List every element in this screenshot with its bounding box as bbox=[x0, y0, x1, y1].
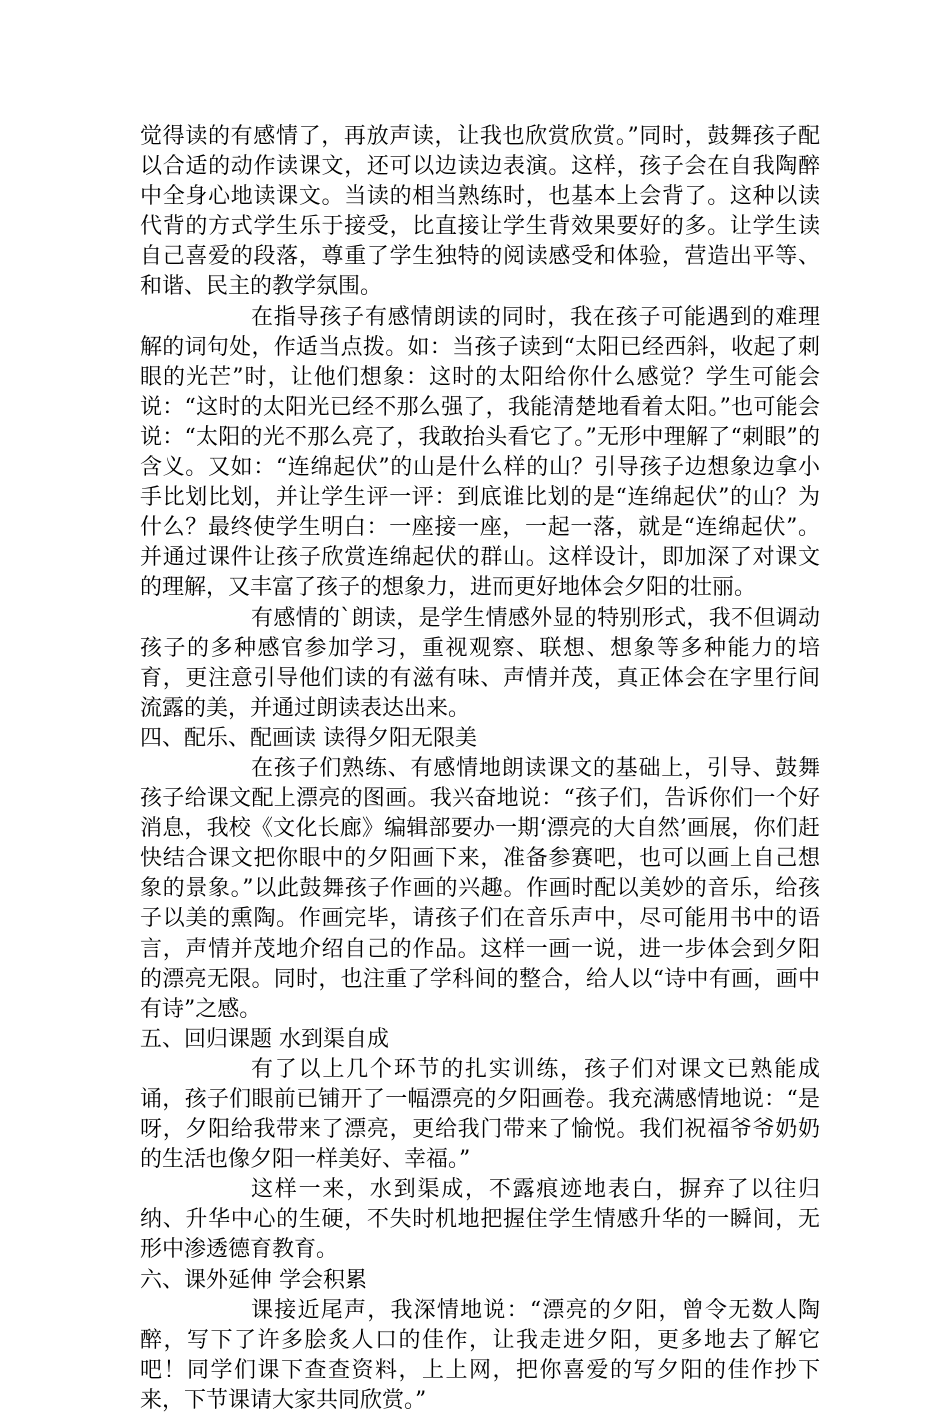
paragraph-extension: 课接近尾声，我深情地说：“漂亮的夕阳，曾令无数人陶醉，写下了许多脍炙人口的佳作，让我走进夕阳，更多地去了解它吧！同学们课下查查资料，上上网，把你喜爱的写夕阳的佳作抄下来，下节课请大家共同欣赏。” bbox=[140, 1297, 820, 1413]
section-heading-5: 五、回归课题 水到渠自成 bbox=[140, 1026, 389, 1052]
document-body bbox=[140, 122, 820, 1416]
paragraph-reading-emotion: 觉得读的有感情了，再放声读，让我也欣赏欣赏。”同时，鼓舞孩子配以合适的动作读课文，还可以边读边表演。这样，孩子会在自我陶醉中全身心地读课文。当读的相当熟练时，也基本上会背了。这种以读代背的方式学生乐于接受，比直接让学生背效果要好的多。让学生读自己喜爱的段落，尊重了学生独特的阅读感受和体验，营造出平等、和谐、民主的教学氛围。 bbox=[140, 124, 820, 300]
section-heading-4: 四、配乐、配画读 读得夕阳无限美 bbox=[140, 725, 477, 751]
paragraph-moral-education: 这样一来，水到渠成，不露痕迹地表白，摒弃了以往归纳、升华中心的生硬，不失时机地把握住学生情感升华的一瞬间，无形中渗透德育教育。 bbox=[140, 1177, 820, 1263]
paragraph-emotional-reading: 有感情的`朗读，是学生情感外显的特别形式，我不但调动孩子的多种感官参加学习，重视观察、联想、想象等多种能力的培育，更注意引导他们读的有滋有味、声情并茂，真正体会在字里行间流露的美，并通过朗读表达出来。 bbox=[140, 605, 820, 721]
paragraph-guided-reading: 在指导孩子有感情朗读的同时，我在孩子可能遇到的难理解的词句处，作适当点拨。如：当孩子读到“太阳已经西斜，收起了刺眼的光芒”时，让他们想象：这时的太阳给你什么感觉？学生可能会说：“这时的太阳光已经不那么强了，我能清楚地看着太阳。”也可能会说：“太阳的光不那么亮了，我敢抬头看它了。”无形中理解了“刺眼”的含义。又如：“连绵起伏”的山是什么样的山？引导孩子边想象边拿小手比划比划，并让学生评一评：到底谁比划的是“连绵起伏”的山？为什么？最终使学生明白：一座接一座，一起一落，就是“连绵起伏”。并通过课件让孩子欣赏连绵起伏的群山。这样设计，即加深了对课文的理解，又丰富了孩子的想象力，进而更好地体会夕阳的壮丽。 bbox=[140, 304, 820, 601]
section-heading-6: 六、课外延伸 学会积累 bbox=[140, 1267, 367, 1293]
paragraph-return-topic: 有了以上几个环节的扎实训练，孩子们对课文已熟能成诵，孩子们眼前已铺开了一幅漂亮的夕阳画卷。我充满感情地说：“是呀，夕阳给我带来了漂亮，更给我门带来了愉悦。我们祝福爷爷奶奶的生活也像夕阳一样美好、幸福。” bbox=[140, 1056, 820, 1173]
paragraph-drawing: 在孩子们熟练、有感情地朗读课文的基础上，引导、鼓舞孩子给课文配上漂亮的图画。我兴奋地说：“孩子们，告诉你们一个好消息，我校《文化长廊》编辑部要办一期‘漂亮的大自然’画展，你们赶快结合课文把你眼中的夕阳画下来，准备参赛吧，也可以画上自己想象的景象。”以此鼓舞孩子作画的兴趣。作画时配以美妙的音乐，给孩子以美的熏陶。作画完毕，请孩子们在音乐声中，尽可能用书中的语言，声情并茂地介绍自己的作品。这样一画一说，进一步体会到夕阳的漂亮无限。同时，也注重了学科间的整合，给人以“诗中有画，画中有诗”之感。 bbox=[140, 755, 820, 1022]
